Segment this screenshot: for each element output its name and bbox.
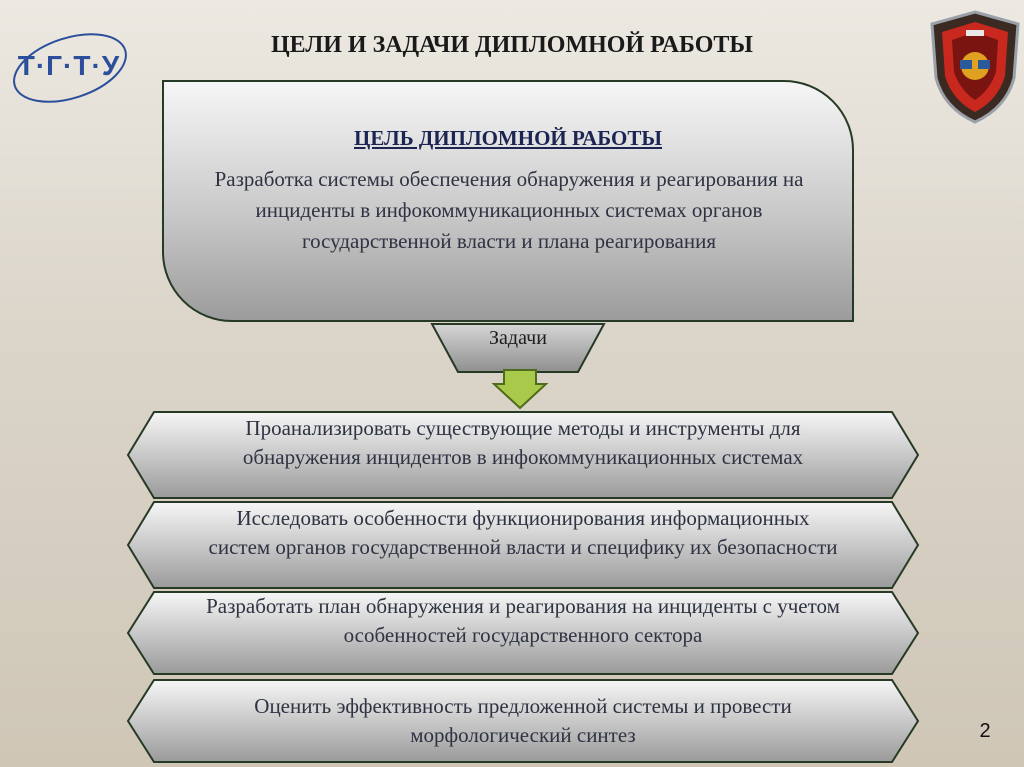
task-text: Оценить эффективность предложенной системы и провести морфологический синтез — [254, 694, 792, 747]
tasks-label: Задачи — [489, 327, 547, 349]
task-item-3 — [126, 590, 920, 676]
down-arrow-icon — [492, 368, 548, 410]
goal-heading: ЦЕЛЬ ДИПЛОМНОЙ РАБОТЫ — [353, 126, 663, 150]
task-text: Разработать план обнаружения и реагирования на инциденты с учетом особенностей государственного сектора — [206, 594, 840, 647]
task-item-2 — [126, 500, 920, 590]
task-item-4 — [126, 678, 920, 764]
page-title: ЦЕЛИ И ЗАДАЧИ ДИПЛОМНОЙ РАБОТЫ — [271, 32, 753, 58]
logo-text: Т·Г·Т·У — [17, 50, 121, 81]
shield-emblem-icon — [926, 8, 1024, 126]
task-text: Проанализировать существующие методы и инструменты для обнаружения инцидентов в инфокоммуникационных системах — [242, 416, 804, 469]
goal-box — [162, 80, 854, 322]
task-text: Исследовать особенности функционирования информационных систем органов государственной власти и специфику их безопасности — [208, 506, 838, 559]
university-logo — [4, 28, 134, 108]
goal-text: Разработка системы обеспечения обнаружения и реагирования на инциденты в инфокоммуникационных системах органов государственной власти и плана реагирования — [214, 167, 804, 253]
task-item-1 — [126, 410, 920, 500]
page-number: 2 — [979, 720, 991, 742]
